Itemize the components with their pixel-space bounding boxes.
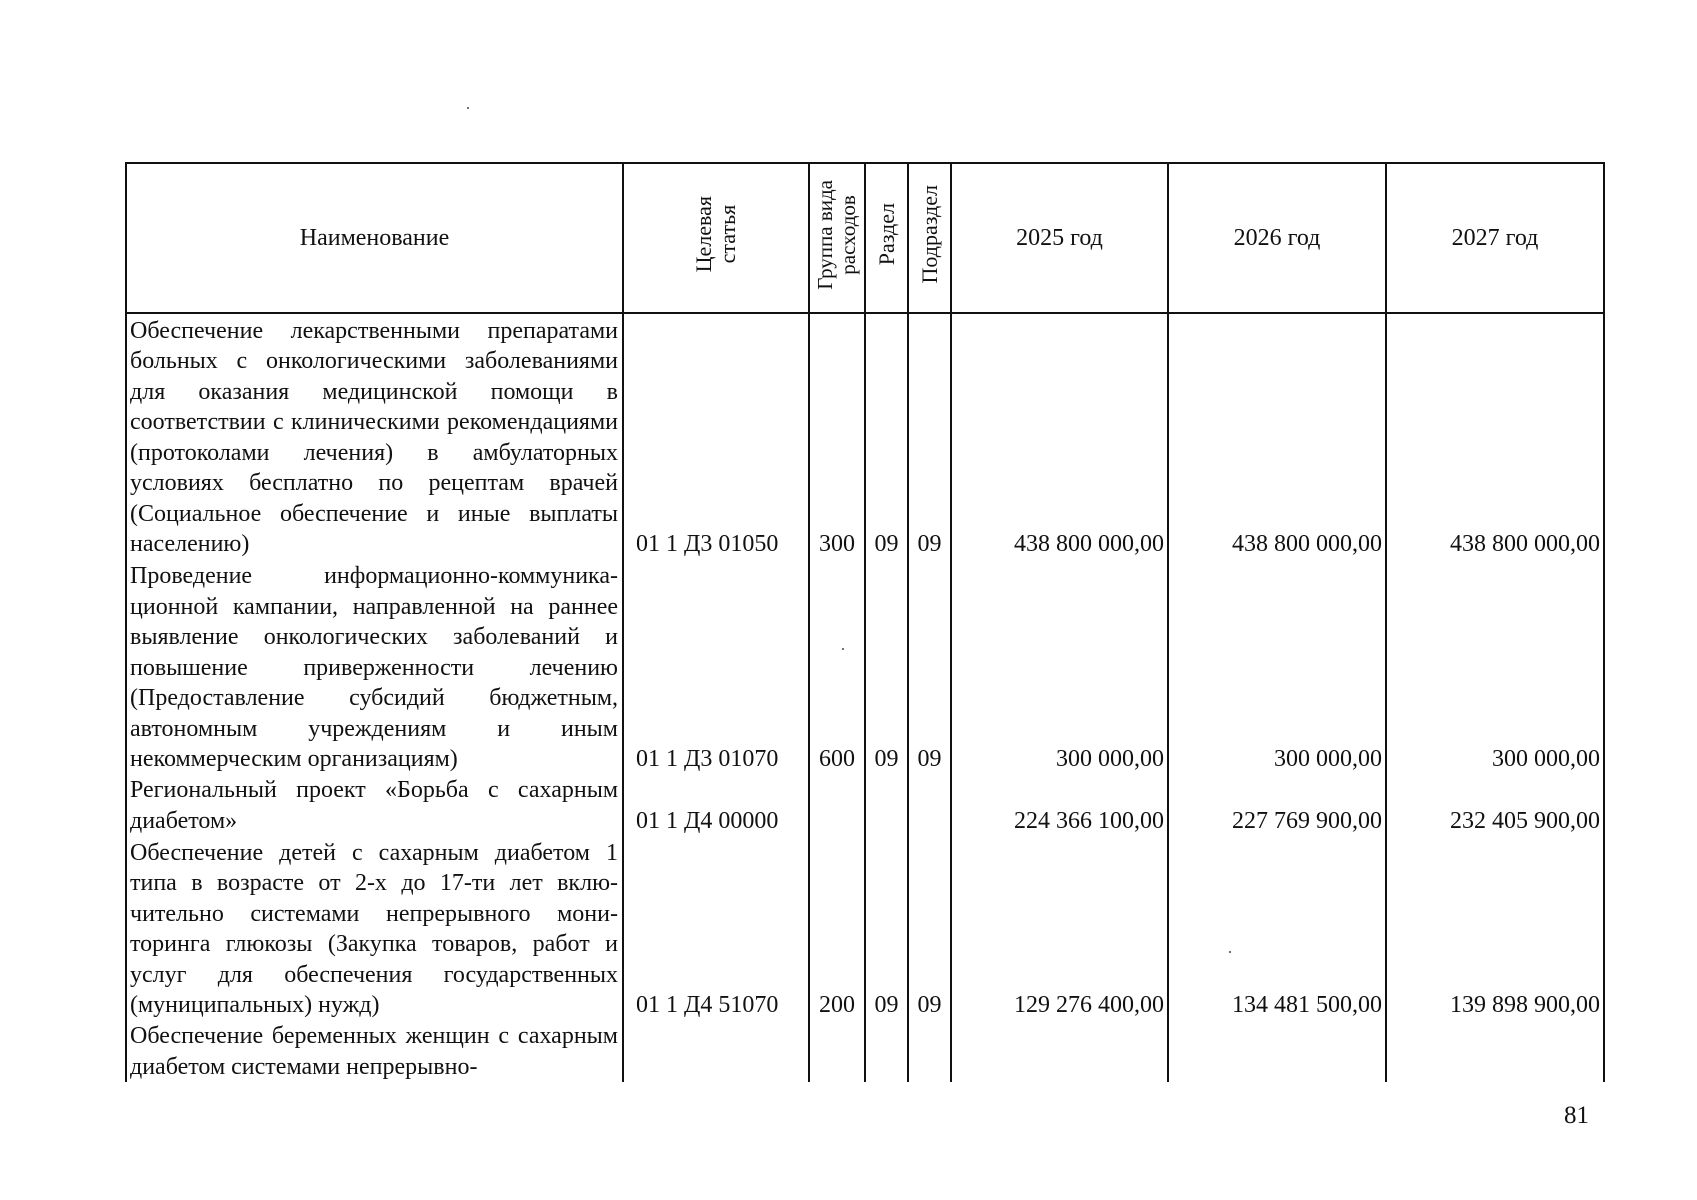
row-section: 09 bbox=[865, 313, 908, 560]
header-subsection bbox=[908, 163, 951, 313]
row-section bbox=[865, 1021, 908, 1082]
row-subsection: 09 bbox=[908, 836, 951, 1020]
scan-speck bbox=[1229, 951, 1231, 953]
row-section bbox=[865, 775, 908, 836]
scan-speck bbox=[467, 107, 469, 109]
table-row bbox=[126, 775, 1604, 836]
row-2025: 300 000,00 bbox=[951, 560, 1168, 775]
header-2027: 2027 год bbox=[1386, 163, 1604, 313]
header-group-label: Группа вида расходов bbox=[813, 179, 860, 290]
row-target: 01 1 Д4 00000 bbox=[623, 775, 809, 836]
row-2026: 300 000,00 bbox=[1168, 560, 1386, 775]
table-row bbox=[126, 1021, 1604, 1082]
table-header-row bbox=[126, 163, 1604, 313]
row-section: 09 bbox=[865, 560, 908, 775]
header-group bbox=[809, 163, 865, 313]
row-2025: 438 800 000,00 bbox=[951, 313, 1168, 560]
row-2027: 300 000,00 bbox=[1386, 560, 1604, 775]
row-group: 300 bbox=[809, 313, 865, 560]
row-name: Обеспечение беременных женщин с сахарным диабетом системами непрерывно- bbox=[126, 1021, 623, 1082]
table-row bbox=[126, 836, 1604, 1020]
row-subsection: 09 bbox=[908, 313, 951, 560]
row-subsection bbox=[908, 1021, 951, 1082]
row-name: Проведение информационно-коммуникационной кампании, направленной на раннее выявление онкологических заболеваний и повышение приверженности лечению (Предоставление субсидий бюджетным, автономным учреждениям и иным некоммерческим организациям) bbox=[126, 560, 623, 775]
row-section: 09 bbox=[865, 836, 908, 1020]
row-2027: 232 405 900,00 bbox=[1386, 775, 1604, 836]
header-name: Наименование bbox=[126, 163, 623, 313]
header-target bbox=[623, 163, 809, 313]
row-name: Обеспечение лекарственными препаратами больных с онкологическими заболеваниями для оказания медицинской помощи в соответствии с клиническими рекомендациями (протоколами лечения) в амбулаторных условиях бесплатно по рецептам врачей (Социальное обеспечение и иные выплаты населению) bbox=[126, 313, 623, 560]
header-section bbox=[865, 163, 908, 313]
page-number: 81 bbox=[1564, 1102, 1589, 1129]
row-2027: 139 898 900,00 bbox=[1386, 836, 1604, 1020]
row-target bbox=[623, 1021, 809, 1082]
row-target: 01 1 Д3 01050 bbox=[623, 313, 809, 560]
row-group: 600 bbox=[809, 560, 865, 775]
scan-speck bbox=[842, 648, 844, 650]
table-row bbox=[126, 560, 1604, 775]
row-2026: 227 769 900,00 bbox=[1168, 775, 1386, 836]
row-2026: 134 481 500,00 bbox=[1168, 836, 1386, 1020]
row-subsection bbox=[908, 775, 951, 836]
row-group bbox=[809, 775, 865, 836]
header-subsection-label: Подраздел bbox=[916, 185, 942, 284]
row-2026 bbox=[1168, 1021, 1386, 1082]
header-target-label: Целевая статья bbox=[691, 196, 740, 273]
row-name: Региональный проект «Борьба с сахарным диабетом» bbox=[126, 775, 623, 836]
row-2025: 224 366 100,00 bbox=[951, 775, 1168, 836]
header-2025: 2025 год bbox=[951, 163, 1168, 313]
row-group bbox=[809, 1021, 865, 1082]
row-2026: 438 800 000,00 bbox=[1168, 313, 1386, 560]
row-2027: 438 800 000,00 bbox=[1386, 313, 1604, 560]
header-section-label: Раздел bbox=[873, 203, 899, 266]
row-2027 bbox=[1386, 1021, 1604, 1082]
row-subsection: 09 bbox=[908, 560, 951, 775]
budget-table bbox=[125, 162, 1605, 1082]
row-target: 01 1 Д3 01070 bbox=[623, 560, 809, 775]
header-2026: 2026 год bbox=[1168, 163, 1386, 313]
row-2025 bbox=[951, 1021, 1168, 1082]
row-name: Обеспечение детей с сахарным диабетом 1 типа в возрасте от 2-х до 17-ти лет включительно системами непрерывного мониторинга глюкозы (Закупка товаров, работ и услуг для обеспечения государственных (муниципальных) нужд) bbox=[126, 836, 623, 1020]
row-2025: 129 276 400,00 bbox=[951, 836, 1168, 1020]
row-group: 200 bbox=[809, 836, 865, 1020]
row-target: 01 1 Д4 51070 bbox=[623, 836, 809, 1020]
table-row bbox=[126, 313, 1604, 560]
